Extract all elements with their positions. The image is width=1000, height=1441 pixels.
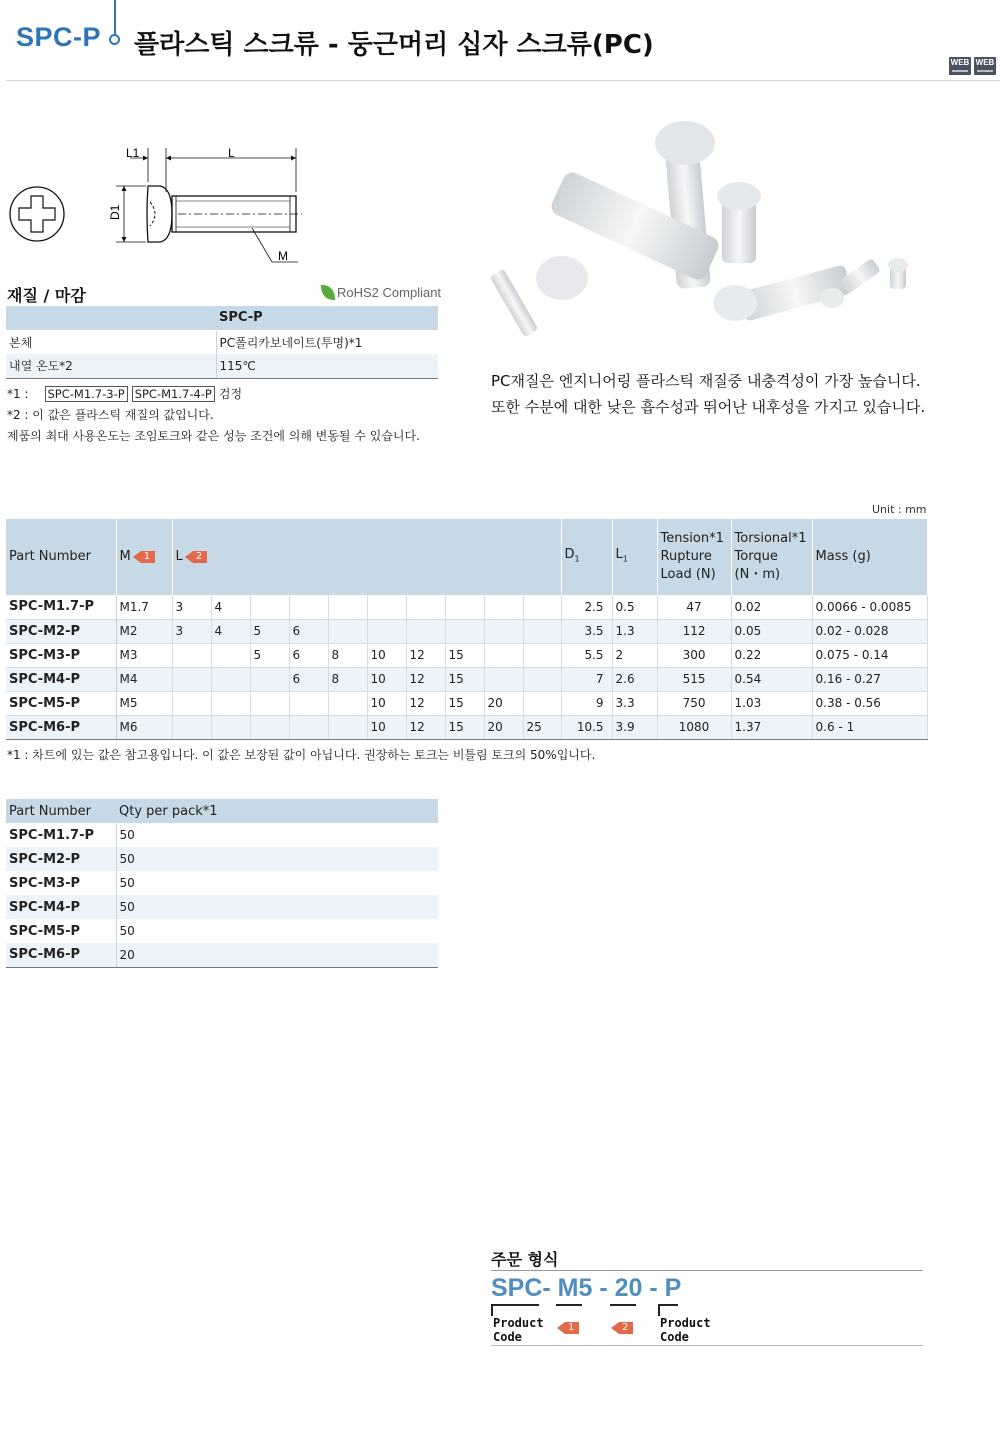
- cell-l: [406, 595, 445, 619]
- material-note-3: 제품의 최대 사용온도는 조임토크와 같은 성능 조건에 의해 변동될 수 있습니다.: [7, 429, 420, 443]
- cell-l: [484, 619, 523, 643]
- cell-l: [211, 715, 250, 739]
- cell-l: [328, 691, 367, 715]
- note-part-ref: SPC-M1.7-3-P: [45, 386, 128, 402]
- cell-tension: 47: [657, 595, 731, 619]
- bracket-l: [610, 1304, 636, 1316]
- cell-l: 15: [445, 643, 484, 667]
- qty-cell-qty: 50: [116, 895, 438, 919]
- cell-l: 4: [211, 595, 250, 619]
- material-heading: 재질 / 마감: [7, 286, 86, 305]
- cell-l: [172, 667, 211, 691]
- cell-m: M4: [116, 667, 172, 691]
- cell-l: [523, 595, 561, 619]
- qty-cell-part: SPC-M6-P: [6, 943, 116, 967]
- cell-mass: 0.0066 - 0.0085: [812, 595, 927, 619]
- cell-l: 5: [250, 619, 289, 643]
- col-l1: [612, 519, 657, 595]
- cell-l: 3: [172, 619, 211, 643]
- qty-cell-qty: 50: [119, 828, 135, 842]
- spec-table-body: [6, 595, 927, 739]
- col-d1-label: D: [564, 546, 575, 562]
- cell-part-number: SPC-M4-P: [6, 667, 116, 691]
- cell-l: [211, 667, 250, 691]
- product-photo: [470, 108, 930, 358]
- cell-l: 25: [523, 715, 561, 739]
- cell-m: M5: [116, 691, 172, 715]
- cell-l: 20: [484, 715, 523, 739]
- order-tag-2-label: 2: [619, 1322, 633, 1334]
- order-heading: 주문 형식: [491, 1250, 559, 1269]
- cell-l1: 1.3: [612, 619, 657, 643]
- cell-part-number: SPC-M2-P: [6, 619, 116, 643]
- material-row-value: PC폴리카보네이트(투명)*1: [216, 330, 438, 354]
- spec-note: *1 : 차트에 있는 값은 참고용입니다. 이 값은 보장된 값이 아닙니다. 권장하는 토크는 비틀림 토크의 50%입니다.: [7, 748, 596, 762]
- cell-mass: 0.02 - 0.028: [812, 619, 927, 643]
- bracket-m: [556, 1304, 582, 1316]
- cell-l: [172, 691, 211, 715]
- spec-row: [6, 667, 927, 691]
- cell-l: [406, 619, 445, 643]
- cell-l: [211, 643, 250, 667]
- cell-l: 8: [328, 667, 367, 691]
- col-l1-label: L: [615, 546, 623, 562]
- note-part-ref: SPC-M1.7-4-P: [132, 386, 215, 402]
- unit-label: Unit : mm: [872, 503, 927, 516]
- col-tension: Tension*1 Rupture Load (N): [657, 519, 731, 595]
- cell-m: M3: [116, 643, 172, 667]
- order-bottom-rule: [491, 1345, 923, 1346]
- cell-l: 4: [211, 619, 250, 643]
- cell-l: 6: [289, 667, 328, 691]
- cell-l: [484, 667, 523, 691]
- qty-table: [6, 799, 438, 968]
- col-l1-sub: 1: [622, 554, 628, 564]
- col-l-label: L: [175, 549, 183, 564]
- cell-mass: 0.075 - 0.14: [812, 643, 927, 667]
- cell-m: M1.7: [116, 595, 172, 619]
- cell-l: 12: [406, 643, 445, 667]
- cell-l: 10: [367, 715, 406, 739]
- cell-l: [523, 691, 561, 715]
- cell-l: 15: [445, 691, 484, 715]
- header-divider: [6, 80, 1000, 81]
- cell-l: [484, 595, 523, 619]
- rohs-badge: [322, 284, 441, 301]
- cell-l: 12: [406, 667, 445, 691]
- cell-l: [445, 595, 484, 619]
- cell-l: 15: [445, 715, 484, 739]
- col-m-label: M: [119, 549, 131, 564]
- cell-l1: 2.6: [612, 667, 657, 691]
- cell-l: [523, 619, 561, 643]
- cell-l: [367, 595, 406, 619]
- cell-tension: 515: [657, 667, 731, 691]
- cell-torque: 0.54: [731, 667, 812, 691]
- order-label-line: Product: [660, 1316, 711, 1330]
- cell-l: 6: [289, 619, 328, 643]
- cell-l: 8: [328, 643, 367, 667]
- cell-l: 10: [367, 667, 406, 691]
- qty-row: [6, 943, 438, 967]
- rohs-label: RoHS2 Compliant: [337, 285, 442, 300]
- header-accent-dot: [109, 34, 120, 45]
- qty-row: [6, 871, 438, 895]
- cell-d1: 2.5: [561, 595, 612, 619]
- cell-l: [523, 643, 561, 667]
- cell-torque: 0.05: [731, 619, 812, 643]
- cell-m: M6: [116, 715, 172, 739]
- cell-l: [250, 667, 289, 691]
- order-label-line: Code: [660, 1330, 689, 1344]
- cell-l1: 2: [612, 643, 657, 667]
- screw-group: [490, 121, 908, 337]
- material-note-1: [7, 385, 242, 402]
- spec-row: [6, 595, 927, 619]
- order-label-right: [660, 1316, 711, 1344]
- cell-l: 15: [445, 667, 484, 691]
- material-note-2: *2 : 이 값은 플라스틱 재질의 값입니다.: [7, 408, 214, 422]
- material-row-value: 115℃: [216, 354, 438, 378]
- spec-row: [6, 715, 927, 739]
- qty-row: [6, 919, 438, 943]
- qty-table-body: [6, 823, 438, 967]
- qty-cell-qty: 50: [116, 847, 438, 871]
- cell-torque: 1.03: [731, 691, 812, 715]
- cell-l: [289, 595, 328, 619]
- qty-row: [6, 823, 438, 847]
- cell-l: [289, 715, 328, 739]
- order-tag-2: [611, 1317, 633, 1336]
- dim-label-l1: L1: [126, 146, 140, 160]
- bracket-right: [658, 1304, 678, 1316]
- description-line: 또한 수분에 대한 낮은 흡수성과 뛰어난 내후성을 가지고 있습니다.: [491, 398, 926, 416]
- cell-d1: 3.5: [561, 619, 612, 643]
- screw-head-end-view: [10, 187, 64, 241]
- cell-d1: 5.5: [561, 643, 612, 667]
- qty-cell-part: SPC-M2-P: [6, 847, 116, 871]
- order-label-left: [493, 1316, 544, 1344]
- cell-torque: 1.37: [731, 715, 812, 739]
- order-tag-1-label: 1: [565, 1322, 579, 1334]
- cell-l1: 0.5: [612, 595, 657, 619]
- dim-label-d1: D1: [108, 204, 122, 220]
- cell-l: [289, 691, 328, 715]
- cell-d1: 7: [561, 667, 612, 691]
- cell-l1: 3.9: [612, 715, 657, 739]
- col-d1-sub: 1: [574, 554, 580, 564]
- material-row-label: 내열 온도*2: [6, 354, 216, 378]
- order-divider: [491, 1270, 923, 1271]
- material-header-blank: [6, 306, 216, 330]
- cell-l: [211, 691, 250, 715]
- order-label-line: Product: [493, 1316, 544, 1330]
- dim-label-m: M: [278, 249, 288, 263]
- spec-row: [6, 643, 927, 667]
- cell-l: [328, 619, 367, 643]
- col-l: [172, 519, 561, 595]
- page-title: 플라스틱 스크류 - 둥근머리 십자 스크류(PC): [134, 30, 654, 60]
- qty-cell-qty: 50: [119, 924, 135, 938]
- qty-cell-qty: 20: [116, 943, 438, 967]
- cell-l: 10: [367, 643, 406, 667]
- cell-tension: 112: [657, 619, 731, 643]
- cell-d1: 10.5: [561, 715, 612, 739]
- cell-l: [172, 643, 211, 667]
- screw-side-view: [116, 148, 302, 262]
- cell-tension: 300: [657, 643, 731, 667]
- cell-part-number: SPC-M5-P: [6, 691, 116, 715]
- cell-m: M2: [116, 619, 172, 643]
- material-row-label: 본체: [6, 330, 216, 354]
- qty-cell-part: SPC-M4-P: [6, 895, 116, 919]
- qty-cell-part: SPC-M1.7-P: [6, 823, 116, 847]
- cell-l: 3: [172, 595, 211, 619]
- cell-l: [250, 715, 289, 739]
- cell-part-number: SPC-M3-P: [6, 643, 116, 667]
- cell-l: [172, 715, 211, 739]
- col-m: [116, 519, 172, 595]
- spec-row: [6, 691, 927, 715]
- qty-row: [6, 895, 438, 919]
- order-code-example: SPC- M5 - 20 - P: [491, 1274, 682, 1302]
- web-badge[interactable]: WEB: [974, 57, 996, 75]
- cell-d1: 9: [561, 691, 612, 715]
- leaf-icon: [321, 283, 336, 302]
- cell-torque: 0.22: [731, 643, 812, 667]
- material-header-series: SPC-P: [216, 306, 438, 330]
- cell-part-number: SPC-M1.7-P: [6, 595, 116, 619]
- cell-l: 12: [406, 715, 445, 739]
- cell-tension: 750: [657, 691, 731, 715]
- cell-tension: 1080: [657, 715, 731, 739]
- cell-l: 20: [484, 691, 523, 715]
- tag-1: 1: [141, 551, 155, 563]
- screw-technical-drawing: [0, 130, 320, 275]
- cell-l: 6: [289, 643, 328, 667]
- material-table: [6, 306, 438, 379]
- qty-row: [6, 847, 438, 871]
- qty-cell-part: SPC-M5-P: [6, 919, 116, 943]
- spec-table: [6, 519, 928, 740]
- cell-l: 5: [250, 643, 289, 667]
- cell-l: 10: [367, 691, 406, 715]
- cell-l: [367, 619, 406, 643]
- web-badge[interactable]: WEB: [949, 57, 971, 75]
- dim-label-l: L: [228, 146, 235, 160]
- series-code: SPC-P: [16, 22, 102, 52]
- cell-mass: 0.6 - 1: [812, 715, 927, 739]
- order-label-line: Code: [493, 1330, 522, 1344]
- qty-cell-qty: 50: [119, 876, 135, 890]
- cell-l: 12: [406, 691, 445, 715]
- cell-l1: 3.3: [612, 691, 657, 715]
- header-accent-line: [114, 0, 116, 34]
- cell-l: [328, 595, 367, 619]
- cell-l: [328, 715, 367, 739]
- order-tag-1: [557, 1317, 579, 1336]
- tag-2: 2: [193, 551, 207, 563]
- qty-col-qty: Qty per pack*1: [116, 799, 438, 823]
- col-d1: [561, 519, 612, 595]
- col-mass: Mass (g): [812, 519, 927, 595]
- cell-l: [250, 691, 289, 715]
- cell-l: [484, 643, 523, 667]
- cell-part-number: SPC-M6-P: [6, 715, 116, 739]
- note-color: 검정: [218, 387, 243, 401]
- qty-col-part: Part Number: [6, 799, 116, 823]
- cell-torque: 0.02: [731, 595, 812, 619]
- cell-l: [445, 619, 484, 643]
- bracket-left: [491, 1304, 539, 1316]
- cell-mass: 0.38 - 0.56: [812, 691, 927, 715]
- cell-l: [523, 667, 561, 691]
- cell-mass: 0.16 - 0.27: [812, 667, 927, 691]
- spec-row: [6, 619, 927, 643]
- qty-cell-part: SPC-M3-P: [6, 871, 116, 895]
- cell-l: [250, 595, 289, 619]
- col-torque: Torsional*1 Torque (N・m): [731, 519, 812, 595]
- note-marker: *1 :: [7, 386, 29, 401]
- col-part-number: Part Number: [6, 519, 116, 595]
- description-line: PC재질은 엔지니어링 플라스틱 재질중 내충격성이 가장 높습니다.: [491, 372, 921, 390]
